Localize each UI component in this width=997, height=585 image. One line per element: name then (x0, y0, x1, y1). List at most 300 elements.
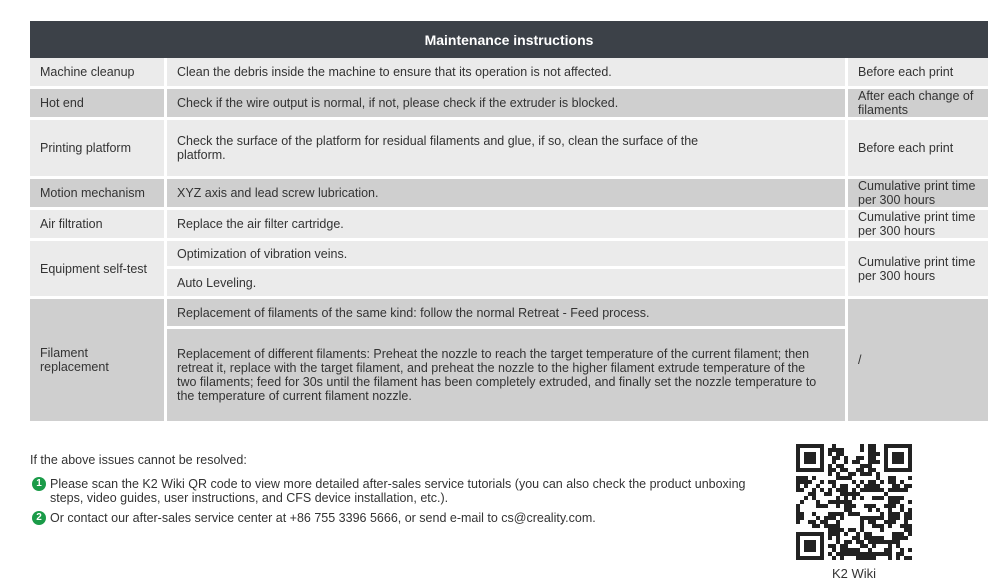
qr-module (828, 448, 832, 452)
qr-module (904, 536, 908, 540)
qr-module (900, 508, 904, 512)
qr-module (888, 548, 892, 552)
qr-module (896, 496, 900, 500)
qr-module (840, 500, 844, 504)
qr-module (836, 532, 840, 536)
row-item: Equipment self-test (30, 241, 167, 299)
qr-module (832, 444, 836, 448)
qr-module (852, 536, 856, 540)
qr-module (888, 540, 892, 544)
qr-module (828, 488, 832, 492)
qr-module (816, 516, 820, 520)
qr-module (844, 468, 848, 472)
qr-module (840, 448, 844, 452)
qr-module (892, 480, 896, 484)
qr-module (868, 472, 872, 476)
qr-module (844, 552, 848, 556)
qr-module (800, 516, 804, 520)
qr-module (832, 544, 836, 548)
qr-module (844, 460, 848, 464)
qr-module (848, 476, 852, 480)
qr-module (864, 488, 868, 492)
qr-module (860, 524, 864, 528)
qr-module (860, 556, 864, 560)
row-description: Optimization of vibration veins. (167, 241, 848, 269)
qr-module (796, 504, 800, 508)
qr-module (828, 492, 832, 496)
qr-module (896, 536, 900, 540)
qr-module (852, 496, 856, 500)
qr-module (892, 532, 896, 536)
qr-module (888, 504, 892, 508)
qr-module (836, 488, 840, 492)
qr-module (828, 472, 832, 476)
row-item: Motion mechanism (30, 179, 167, 210)
qr-module (876, 460, 880, 464)
qr-module (888, 476, 892, 480)
qr-module (828, 528, 832, 532)
qr-module (896, 516, 900, 520)
qr-module (840, 484, 844, 488)
qr-module (812, 476, 816, 480)
qr-module (896, 544, 900, 548)
qr-module (872, 544, 876, 548)
qr-module (900, 480, 904, 484)
qr-module (892, 516, 896, 520)
qr-module (888, 556, 892, 560)
qr-module (836, 500, 840, 504)
maintenance-table (30, 21, 988, 421)
row-frequency: Cumulative print time per 300 hours (848, 179, 988, 210)
qr-module (876, 484, 880, 488)
qr-module (884, 520, 888, 524)
qr-module (844, 540, 848, 544)
qr-module (884, 540, 888, 544)
qr-module (872, 496, 876, 500)
qr-module (848, 512, 852, 516)
qr-module (836, 552, 840, 556)
qr-module (868, 548, 872, 552)
qr-module (864, 536, 868, 540)
qr-module (856, 492, 860, 496)
qr-module (812, 492, 816, 496)
row-frequency: Before each print (848, 58, 988, 89)
qr-module (844, 504, 848, 508)
qr-module (904, 512, 908, 516)
qr-module (852, 480, 856, 484)
qr-module (852, 492, 856, 496)
qr-module (844, 456, 848, 460)
qr-module (876, 472, 880, 476)
qr-module (868, 536, 872, 540)
qr-module (828, 468, 832, 472)
qr-module (844, 548, 848, 552)
qr-module (856, 532, 860, 536)
qr-module (860, 468, 864, 472)
qr-module (908, 512, 912, 516)
qr-module (868, 508, 872, 512)
table-row (30, 210, 988, 241)
qr-module (796, 480, 800, 484)
qr-module (908, 484, 912, 488)
qr-finder-top-right (884, 444, 912, 472)
qr-module (828, 536, 832, 540)
row-frequency: / (848, 299, 988, 421)
qr-module (864, 532, 868, 536)
qr-module (872, 468, 876, 472)
qr-module (824, 516, 828, 520)
qr-module (832, 468, 836, 472)
qr-module (804, 480, 808, 484)
qr-module (860, 472, 864, 476)
qr-module (884, 552, 888, 556)
qr-finder-bottom-left (796, 532, 824, 560)
qr-module (872, 536, 876, 540)
qr-module (904, 484, 908, 488)
qr-module (872, 444, 876, 448)
row-description: Replacement of different filaments: Preheat the nozzle to reach the target temperature of the current filament; then retreat it, replace with the target filament, and preheat the nozzle to the higher filament extrude temperature of the two filaments; feed for 30s until the filament has been completely extruded, and finally set the nozzle temperature to the temperature of current filament nozzle. (167, 329, 848, 421)
qr-module (876, 452, 880, 456)
qr-module (832, 480, 836, 484)
qr-module (832, 524, 836, 528)
qr-module (836, 472, 840, 476)
qr-module (844, 508, 848, 512)
qr-module (836, 536, 840, 540)
qr-module (832, 500, 836, 504)
table-row (30, 89, 988, 120)
qr-module (824, 524, 828, 528)
qr-module (848, 548, 852, 552)
qr-module (880, 480, 884, 484)
qr-module (860, 444, 864, 448)
qr-module (856, 548, 860, 552)
qr-module (856, 460, 860, 464)
qr-module (852, 512, 856, 516)
qr-module (868, 464, 872, 468)
qr-module (860, 528, 864, 532)
row-frequency: Cumulative print time per 300 hours (848, 241, 988, 299)
qr-module (844, 476, 848, 480)
qr-module (852, 504, 856, 508)
qr-module (840, 528, 844, 532)
qr-module (872, 452, 876, 456)
qr-module (840, 476, 844, 480)
qr-module (796, 484, 800, 488)
table-row (30, 299, 988, 329)
qr-module (900, 524, 904, 528)
qr-module (852, 472, 856, 476)
qr-module (800, 512, 804, 516)
qr-module (872, 480, 876, 484)
qr-code-icon[interactable] (796, 444, 912, 560)
support-footer (30, 453, 750, 531)
qr-module (892, 520, 896, 524)
qr-module (836, 504, 840, 508)
qr-module (880, 512, 884, 516)
qr-module (804, 484, 808, 488)
table-row (30, 241, 988, 269)
qr-module (896, 532, 900, 536)
qr-module (868, 456, 872, 460)
qr-module (832, 556, 836, 560)
qr-module (852, 528, 856, 532)
qr-module (892, 496, 896, 500)
qr-module (856, 552, 860, 556)
qr-module (836, 476, 840, 480)
table-title: Maintenance instructions (30, 21, 988, 58)
qr-module (860, 540, 864, 544)
qr-module (796, 508, 800, 512)
qr-module (860, 456, 864, 460)
row-description: Replace the air filter cartridge. (167, 210, 848, 241)
qr-module (892, 488, 896, 492)
qr-label: K2 Wiki (831, 566, 877, 581)
qr-module (796, 488, 800, 492)
qr-module (864, 544, 868, 548)
qr-module (848, 508, 852, 512)
row-item: Printing platform (30, 120, 167, 179)
qr-module (884, 492, 888, 496)
qr-module (860, 488, 864, 492)
qr-module (868, 468, 872, 472)
qr-module (828, 516, 832, 520)
qr-module (904, 516, 908, 520)
qr-module (808, 520, 812, 524)
qr-module (892, 500, 896, 504)
footer-step-1 (30, 477, 750, 505)
qr-module (856, 468, 860, 472)
qr-module (908, 516, 912, 520)
qr-module (840, 468, 844, 472)
qr-module (812, 496, 816, 500)
qr-module (880, 516, 884, 520)
qr-module (836, 448, 840, 452)
qr-module (876, 488, 880, 492)
qr-module (816, 484, 820, 488)
qr-module (880, 552, 884, 556)
qr-module (844, 532, 848, 536)
table-row (30, 179, 988, 210)
qr-module (868, 452, 872, 456)
qr-module (844, 544, 848, 548)
qr-module (840, 512, 844, 516)
qr-module (828, 532, 832, 536)
qr-module (880, 488, 884, 492)
row-description: Replacement of filaments of the same kind: follow the normal Retreat - Feed process. (167, 299, 848, 329)
qr-module (872, 524, 876, 528)
qr-module (872, 488, 876, 492)
qr-module (908, 500, 912, 504)
qr-module (844, 496, 848, 500)
qr-module (840, 556, 844, 560)
qr-module (876, 540, 880, 544)
qr-module (836, 464, 840, 468)
qr-module (904, 528, 908, 532)
qr-module (860, 480, 864, 484)
qr-module (844, 488, 848, 492)
table-row (30, 58, 988, 89)
qr-module (868, 520, 872, 524)
qr-module (848, 528, 852, 532)
qr-module (860, 520, 864, 524)
qr-module (908, 508, 912, 512)
qr-module (884, 548, 888, 552)
qr-module (864, 516, 868, 520)
row-description: Auto Leveling. (167, 269, 848, 299)
qr-module (900, 504, 904, 508)
qr-module (856, 484, 860, 488)
qr-module (888, 488, 892, 492)
qr-module (800, 480, 804, 484)
qr-module (832, 516, 836, 520)
qr-module (880, 540, 884, 544)
qr-module (896, 500, 900, 504)
qr-module (908, 556, 912, 560)
qr-module (900, 488, 904, 492)
qr-module (844, 500, 848, 504)
qr-module (892, 504, 896, 508)
qr-module (892, 536, 896, 540)
qr-module (824, 504, 828, 508)
qr-module (812, 512, 816, 516)
qr-module (896, 512, 900, 516)
qr-module (868, 504, 872, 508)
qr-module (896, 488, 900, 492)
qr-module (872, 484, 876, 488)
table-row (30, 269, 988, 299)
qr-module (880, 528, 884, 532)
qr-module (832, 512, 836, 516)
qr-module (820, 488, 824, 492)
qr-module (872, 552, 876, 556)
qr-module (864, 504, 868, 508)
qr-module (856, 540, 860, 544)
qr-module (860, 496, 864, 500)
qr-module (800, 500, 804, 504)
qr-module (876, 552, 880, 556)
qr-module (868, 532, 872, 536)
qr-module (848, 552, 852, 556)
qr-module (904, 524, 908, 528)
qr-module (876, 496, 880, 500)
qr-module (908, 548, 912, 552)
qr-module (888, 496, 892, 500)
qr-module (844, 484, 848, 488)
qr-module (852, 548, 856, 552)
qr-module (908, 528, 912, 532)
qr-module (840, 492, 844, 496)
qr-module (832, 456, 836, 460)
qr-module (796, 516, 800, 520)
qr-module (868, 448, 872, 452)
qr-module (868, 516, 872, 520)
qr-module (876, 508, 880, 512)
qr-module (868, 444, 872, 448)
qr-module (800, 488, 804, 492)
qr-module (832, 532, 836, 536)
qr-module (816, 504, 820, 508)
qr-module (852, 460, 856, 464)
qr-module (868, 552, 872, 556)
qr-module (840, 488, 844, 492)
qr-module (868, 488, 872, 492)
qr-module (800, 476, 804, 480)
qr-module (868, 484, 872, 488)
qr-module (836, 512, 840, 516)
qr-module (868, 556, 872, 560)
qr-module (904, 556, 908, 560)
qr-module (880, 536, 884, 540)
qr-module (840, 516, 844, 520)
qr-module (896, 484, 900, 488)
qr-module (860, 516, 864, 520)
qr-module (856, 512, 860, 516)
row-description: Clean the debris inside the machine to ensure that its operation is not affected. (167, 58, 848, 89)
qr-module (896, 552, 900, 556)
row-description: Check the surface of the platform for residual filaments and glue, if so, clean the surface of the platform. (167, 120, 848, 179)
qr-module (824, 520, 828, 524)
qr-module (840, 452, 844, 456)
qr-module (836, 456, 840, 460)
qr-module (888, 516, 892, 520)
qr-module (888, 520, 892, 524)
qr-module (828, 552, 832, 556)
qr-module (892, 476, 896, 480)
qr-module (880, 524, 884, 528)
footer-step-text: Please scan the K2 Wiki QR code to view more detailed after-sales service tutorials (you can also check the product unboxing steps, video guides, user instructions, and CFS device installation, etc.). (50, 477, 746, 505)
qr-module (864, 556, 868, 560)
qr-module (808, 480, 812, 484)
qr-module (872, 540, 876, 544)
qr-module (836, 540, 840, 544)
qr-module (828, 464, 832, 468)
qr-module (852, 552, 856, 556)
qr-module (872, 456, 876, 460)
qr-module (804, 476, 808, 480)
qr-module (856, 536, 860, 540)
qr-module (872, 448, 876, 452)
qr-module (888, 480, 892, 484)
qr-module (892, 540, 896, 544)
qr-module (836, 524, 840, 528)
footer-step-2 (30, 511, 750, 525)
qr-module (820, 504, 824, 508)
qr-module (872, 504, 876, 508)
qr-module (840, 544, 844, 548)
qr-module (908, 476, 912, 480)
qr-module (848, 540, 852, 544)
qr-module (880, 496, 884, 500)
qr-module (868, 540, 872, 544)
qr-finder-top-left (796, 444, 824, 472)
row-frequency: Cumulative print time per 300 hours (848, 210, 988, 241)
qr-module (868, 480, 872, 484)
qr-module (860, 552, 864, 556)
qr-module (808, 492, 812, 496)
qr-module (860, 448, 864, 452)
qr-module (892, 512, 896, 516)
qr-module (812, 488, 816, 492)
qr-module (832, 548, 836, 552)
row-description: Check if the wire output is normal, if not, please check if the extruder is blocked. (167, 89, 848, 120)
qr-module (848, 492, 852, 496)
qr-module (832, 460, 836, 464)
qr-module (828, 452, 832, 456)
qr-module (828, 480, 832, 484)
table-row (30, 120, 988, 179)
qr-module (864, 464, 868, 468)
row-item: Machine cleanup (30, 58, 167, 89)
